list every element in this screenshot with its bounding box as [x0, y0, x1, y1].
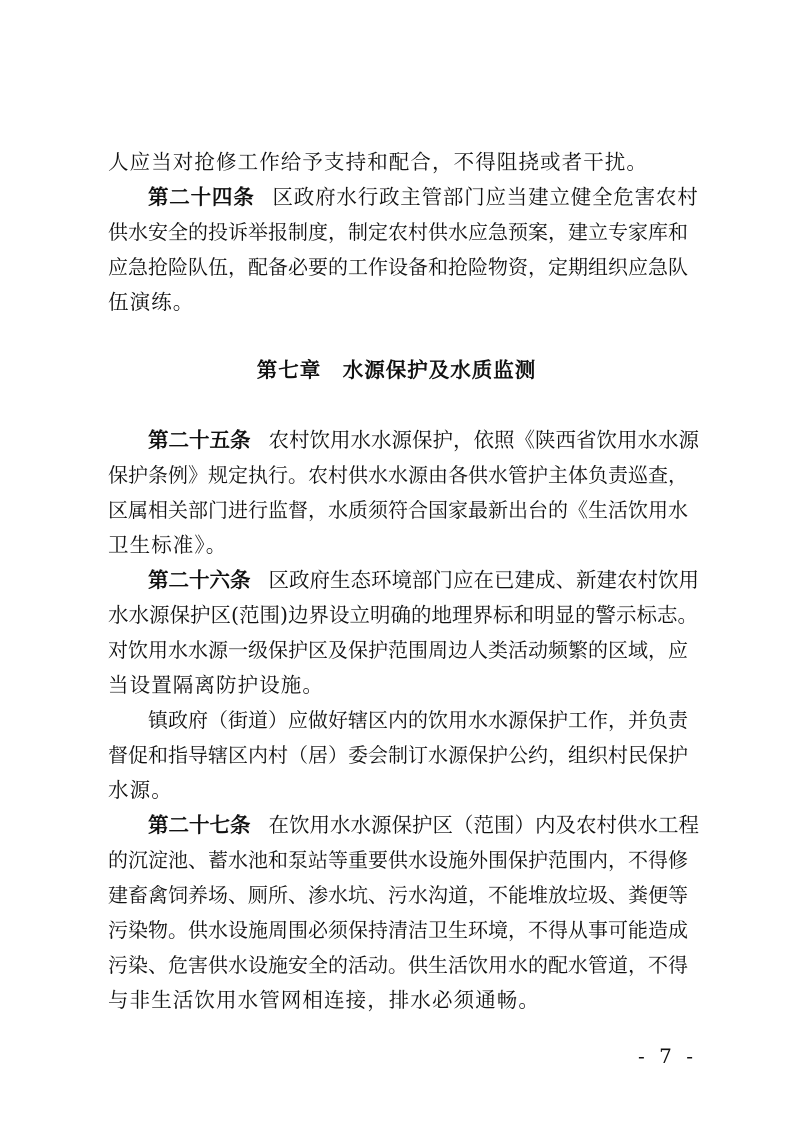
paragraph-line: 保护条例》规定执行。农村供水水源由各供水管护主体负责巡查， [108, 463, 688, 487]
paragraph-line: 水水源保护区(范围)边界设立明确的地理界标和明显的警示标志。 [108, 603, 698, 627]
paragraph-line: 人应当对抢修工作给予支持和配合，不得阻挠或者干扰。 [108, 150, 648, 174]
article-26-line-1 [148, 566, 700, 594]
paragraph-line: 对饮用水水源一级保护区及保护范围周边人类活动频繁的区域，应 [108, 638, 688, 662]
paragraph-line: 污染、危害供水设施安全的活动。供生活饮用水的配水管道，不得 [108, 953, 688, 977]
paragraph-line: 建畜禽饲养场、厕所、渗水坑、污水沟道，不能堆放垃圾、粪便等 [108, 883, 688, 907]
article-27-text: 在饮用水水源保护区（范围）内及农村供水工程 [268, 813, 699, 837]
article-24-number: 第二十四条 [148, 185, 255, 209]
page-number: - 7 - [638, 1044, 697, 1068]
paragraph-line: 区属相关部门进行监督，水质须符合国家最新出台的《生活饮用水 [108, 498, 688, 522]
paragraph-line: 督促和指导辖区内村（居）委会制订水源保护公约，组织村民保护 [108, 743, 688, 767]
article-27-number: 第二十七条 [148, 813, 251, 837]
chapter-title: 第七章 水源保护及水质监测 [256, 358, 537, 382]
paragraph-line: 的沉淀池、蓄水池和泵站等重要供水设施外围保护范围内，不得修 [108, 848, 688, 872]
article-24-text: 区政府水行政主管部门应当建立健全危害农村 [272, 185, 699, 209]
article-26-text: 区政府生态环境部门应在已建成、新建农村饮用 [268, 568, 699, 592]
paragraph-line: 伍演练。 [108, 290, 195, 314]
article-24-line-1 [148, 183, 700, 211]
paragraph-line: 供水安全的投诉举报制度，制定农村供水应急预案，建立专家库和 [108, 220, 688, 244]
paragraph-line: 污染物。供水设施周围必须保持清洁卫生环境，不得从事可能造成 [108, 918, 688, 942]
paragraph-line: 与非生活饮用水管网相连接，排水必须通畅。 [108, 988, 540, 1012]
article-26-number: 第二十六条 [148, 568, 251, 592]
article-25-number: 第二十五条 [148, 428, 251, 452]
paragraph-line: 当设置隔离防护设施。 [108, 673, 324, 697]
paragraph-line: 应急抢险队伍，配备必要的工作设备和抢险物资，定期组织应急队 [108, 255, 688, 279]
paragraph-line: 镇政府（街道）应做好辖区内的饮用水水源保护工作，并负责 [148, 708, 688, 732]
article-25-line-1 [148, 426, 700, 454]
article-25-text: 农村饮用水水源保护，依照《陕西省饮用水水源 [268, 428, 699, 452]
paragraph-line: 卫生标准》。 [108, 533, 228, 557]
article-27-line-1 [148, 811, 700, 839]
paragraph-line: 水源。 [108, 778, 173, 802]
